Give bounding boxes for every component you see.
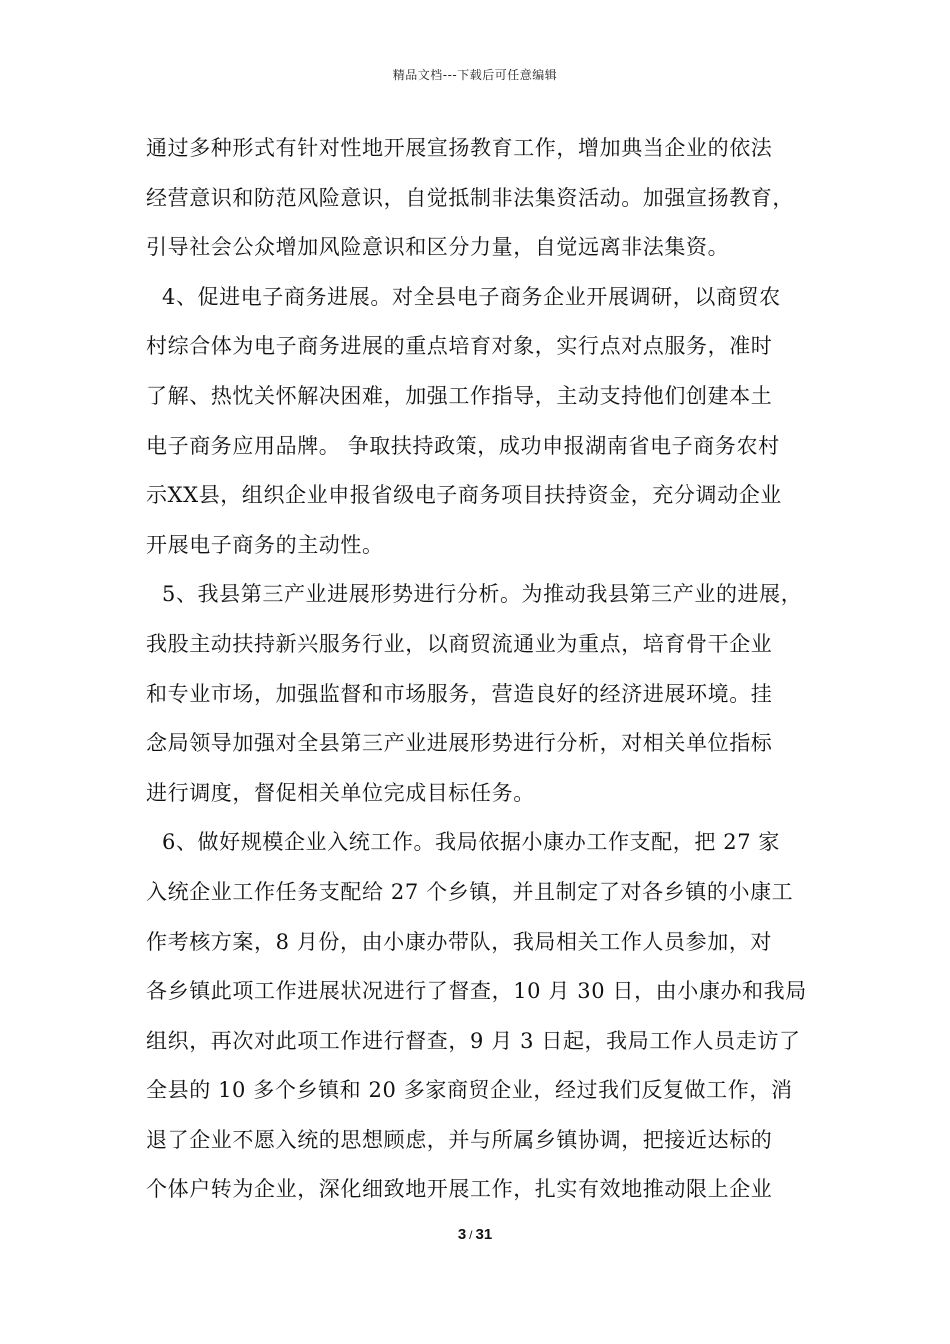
- paragraph-start-line: 5、我县第三产业进展形势进行分析。为推动我县第三产业的进展，: [162, 582, 803, 607]
- text-line: 念局领导加强对全县第三产业进展形势进行分析，对相关单位指标: [146, 731, 773, 756]
- page-header: 精品文档---下载后可任意编辑: [392, 68, 558, 82]
- paragraph-start-line: 4、促进电子商务进展。对全县电子商务企业开展调研，以商贸农: [162, 284, 781, 309]
- document-body: [146, 124, 826, 1215]
- text-line: 村综合体为电子商务进展的重点培育对象，实行点对点服务，准时: [146, 334, 773, 359]
- text-line: 进行调度，督促相关单位完成目标任务。: [146, 780, 535, 805]
- text-line: 入统企业工作任务支配给 27 个乡镇，并且制定了对各乡镇的小康工: [146, 879, 794, 904]
- text-line: 作考核方案，8 月份，由小康办带队，我局相关工作人员参加，对: [146, 929, 773, 954]
- text-line: 个体户转为企业，深化细致地开展工作，扎实有效地推动限上企业: [146, 1177, 773, 1202]
- text-line: 退了企业不愿入统的思想顾虑，并与所属乡镇协调，把接近达标的: [146, 1127, 773, 1152]
- text-line: 组织，再次对此项工作进行督查，9 月 3 日起，我局工作人员走访了: [146, 1028, 801, 1053]
- paragraph-start-line: 6、做好规模企业入统工作。我局依据小康办工作支配，把 27 家: [162, 830, 781, 855]
- text-line: 经营意识和防范风险意识，自觉抵制非法集资活动。加强宣扬教育，: [146, 185, 794, 210]
- page-separator: /: [469, 1228, 473, 1242]
- text-line: 引导社会公众增加风险意识和区分力量，自觉远离非法集资。: [146, 235, 730, 260]
- text-line: 和专业市场，加强监督和市场服务，营造良好的经济进展环境。挂: [146, 681, 773, 706]
- text-line: 各乡镇此项工作进展状况进行了督查，10 月 30 日，由小康办和我局: [146, 979, 807, 1004]
- page-number: [0, 1226, 950, 1243]
- text-line: 电子商务应用品牌。 争取扶持政策，成功申报湖南省电子商务农村: [146, 433, 780, 458]
- text-line: 我股主动扶持新兴服务行业，以商贸流通业为重点，培育骨干企业: [146, 631, 773, 656]
- current-page-number: 3: [457, 1226, 467, 1243]
- text-line: 全县的 10 多个乡镇和 20 多家商贸企业，经过我们反复做工作，消: [146, 1078, 793, 1103]
- total-pages-number: 31: [475, 1226, 493, 1243]
- text-line: 开展电子商务的主动性。: [146, 532, 384, 557]
- text-line: 通过多种形式有针对性地开展宣扬教育工作，增加典当企业的依法: [146, 136, 773, 160]
- text-line: 示XX县，组织企业申报省级电子商务项目扶持资金，充分调动企业: [146, 483, 782, 508]
- text-line: 了解、热忱关怀解决困难，加强工作指导，主动支持他们创建本土: [146, 383, 773, 408]
